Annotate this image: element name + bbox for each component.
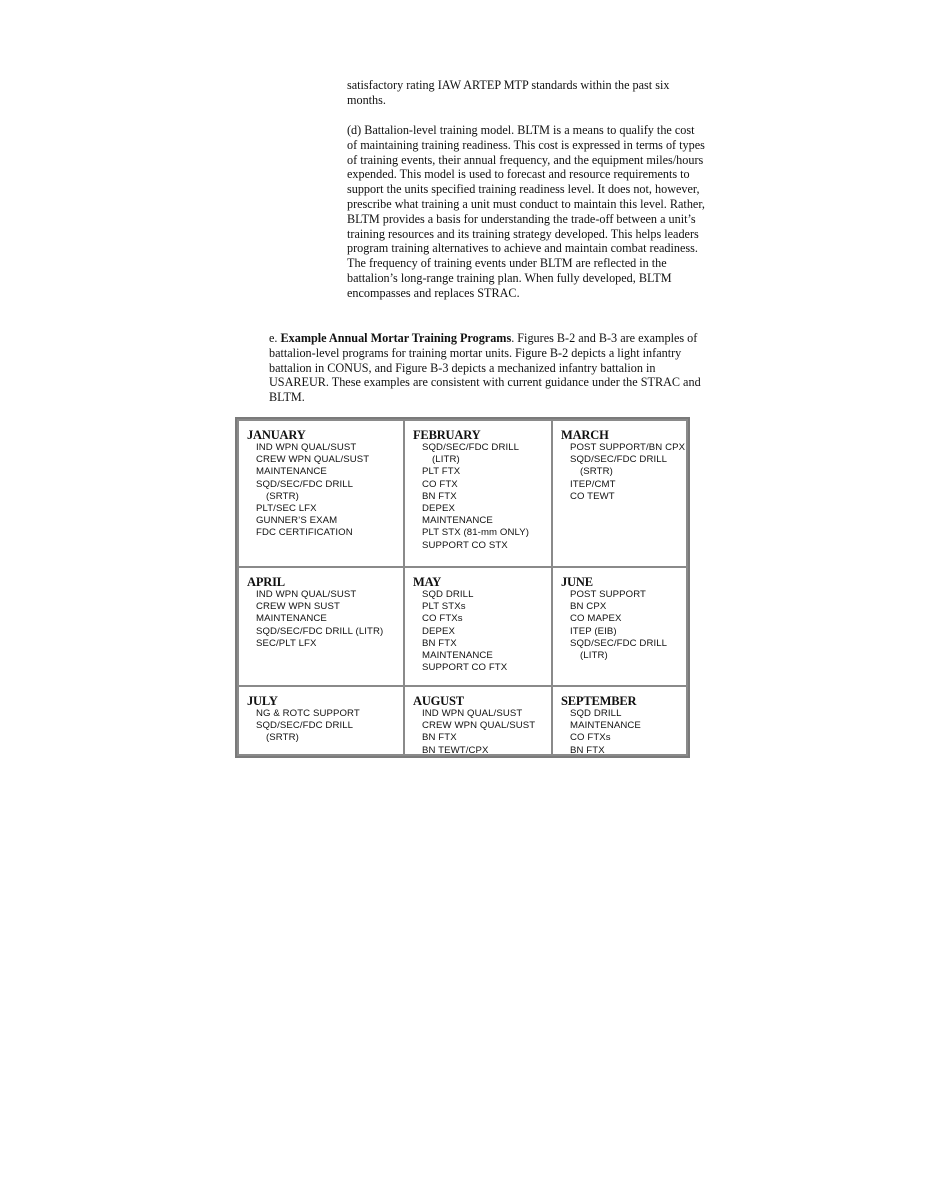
training-event: IND WPN QUAL/SUST	[256, 442, 357, 453]
training-event: NG & ROTC SUPPORT	[256, 708, 360, 719]
paragraph-heading: Example Annual Mortar Training Programs	[280, 331, 512, 345]
training-event: BN CPX	[570, 601, 607, 613]
training-event: SUPPORT CO FTX	[422, 662, 508, 674]
training-event: MAINTENANCE	[570, 720, 641, 732]
training-event: FDC CERTIFICATION	[256, 527, 353, 539]
paragraph-example-programs	[269, 331, 709, 405]
month-heading: FEBRUARY	[413, 428, 481, 442]
training-event-list	[413, 589, 547, 674]
training-event: DEPEX	[422, 503, 456, 515]
training-event: SQD/SEC/FDC DRILL (LITR)	[256, 625, 384, 637]
training-event: SUPPORT CO STX	[422, 539, 508, 551]
training-event: SQD/SEC/FDC DRILL	[256, 720, 354, 732]
training-event: SQD/SEC/FDC DRILL	[256, 478, 354, 490]
training-event-list	[247, 708, 399, 745]
training-event: (LITR)	[432, 454, 460, 466]
training-event: CO FTXs	[570, 732, 611, 744]
paragraph-body: . Figures B-2 and B-3 are examples of battalion-level programs for training mortar units. Figure B-2 depicts a light infantry battalion in CONUS, and Figure B-3 depicts a mechanized infantry battalion in USAREUR. These examples are consistent with current guidance under the STRAC and BLTM.	[269, 331, 701, 405]
training-event-list	[561, 589, 682, 662]
training-event: CO TEWT	[570, 490, 615, 502]
training-event: ITEP/CMT	[570, 478, 616, 490]
training-event: MAINTENANCE	[422, 650, 493, 662]
training-event: PLT/SEC LFX	[256, 503, 317, 515]
paragraph-bltm: (d) Battalion-level training model. BLTM is a means to qualify the cost of maintaining training readiness. This cost is expressed in terms of types of training events, their annual frequency, and the equipment miles/hours expended. This model is used to forecast and resource requirements to support the units specified training readiness level. It does not, however, prescribe what training a unit must conduct to maintain this level. Rather, BLTM provides a basis for understanding the trade-off between a unit’s training resources and its training strategy developed. This helps leaders program training alternatives to achieve and maintain combat readiness. The frequency of training events under BLTM are reflected in the battalion’s long-range training plan. When fully developed, BLTM encompasses and replaces STRAC.	[347, 123, 705, 300]
training-event: POST SUPPORT/BN CPX	[570, 442, 686, 453]
month-heading: MARCH	[561, 428, 609, 442]
training-event: IND WPN QUAL/SUST	[256, 589, 357, 600]
paragraph-label: e.	[269, 331, 281, 345]
training-event: MAINTENANCE	[256, 613, 327, 625]
training-event: IND WPN QUAL/SUST	[422, 708, 523, 719]
month-heading: JULY	[247, 694, 278, 708]
training-event: (SRTR)	[266, 490, 299, 502]
training-event: MAINTENANCE	[256, 466, 327, 478]
training-event: BN FTX	[422, 490, 457, 502]
month-cell-july	[239, 687, 403, 754]
month-heading: AUGUST	[413, 694, 464, 708]
training-event: BN FTX	[422, 732, 457, 744]
month-heading: APRIL	[247, 575, 285, 589]
month-cell-march	[553, 421, 686, 566]
training-event-list	[247, 589, 399, 650]
training-event: GUNNER’S EXAM	[256, 515, 338, 527]
training-event: DEPEX	[422, 625, 456, 637]
training-event: PLT STXs	[422, 601, 466, 613]
training-event: (LITR)	[580, 650, 608, 662]
training-event: BN TEWT/CPX	[422, 744, 489, 754]
month-heading: JUNE	[561, 575, 593, 589]
month-heading: MAY	[413, 575, 442, 589]
training-event: CO FTX	[422, 478, 458, 490]
training-event: SQD/SEC/FDC DRILL	[570, 637, 668, 649]
training-event-list	[247, 442, 399, 540]
training-event: CO FTXs	[422, 613, 463, 625]
training-event: (SRTR)	[266, 732, 299, 744]
month-heading: SEPTEMBER	[561, 694, 637, 708]
training-calendar-grid	[235, 417, 690, 758]
training-event: ITEP (EIB)	[570, 625, 617, 637]
training-event: SQD/SEC/FDC DRILL	[570, 454, 668, 466]
month-cell-may	[405, 568, 551, 685]
training-event: BN FTX	[422, 637, 457, 649]
training-event: PLT STX (81-mm ONLY)	[422, 527, 530, 539]
month-cell-february	[405, 421, 551, 566]
training-event: POST SUPPORT	[570, 589, 647, 600]
month-cell-september	[553, 687, 686, 754]
month-cell-june	[553, 568, 686, 685]
training-event: BN FTX	[570, 744, 605, 754]
paragraph-continuation: satisfactory rating IAW ARTEP MTP standards within the past six months.	[347, 78, 670, 107]
training-event: SQD DRILL	[422, 589, 474, 600]
training-event: CREW WPN QUAL/SUST	[422, 720, 536, 732]
month-cell-april	[239, 568, 403, 685]
training-event-list	[413, 442, 547, 552]
training-event: CREW WPN SUST	[256, 601, 340, 613]
training-event: SQD DRILL	[570, 708, 622, 719]
training-event: SQD/SEC/FDC DRILL	[422, 442, 520, 453]
training-event-list	[561, 442, 686, 503]
training-event: PLT FTX	[422, 466, 461, 478]
training-event-list	[561, 708, 682, 754]
training-event: CREW WPN QUAL/SUST	[256, 454, 370, 466]
month-heading: JANUARY	[247, 428, 306, 442]
month-cell-august	[405, 687, 551, 754]
training-event: MAINTENANCE	[422, 515, 493, 527]
training-event: (SRTR)	[580, 466, 613, 478]
training-event: CO MAPEX	[570, 613, 622, 625]
training-event-list	[413, 708, 547, 754]
month-cell-january	[239, 421, 403, 566]
training-event: SEC/PLT LFX	[256, 637, 317, 649]
